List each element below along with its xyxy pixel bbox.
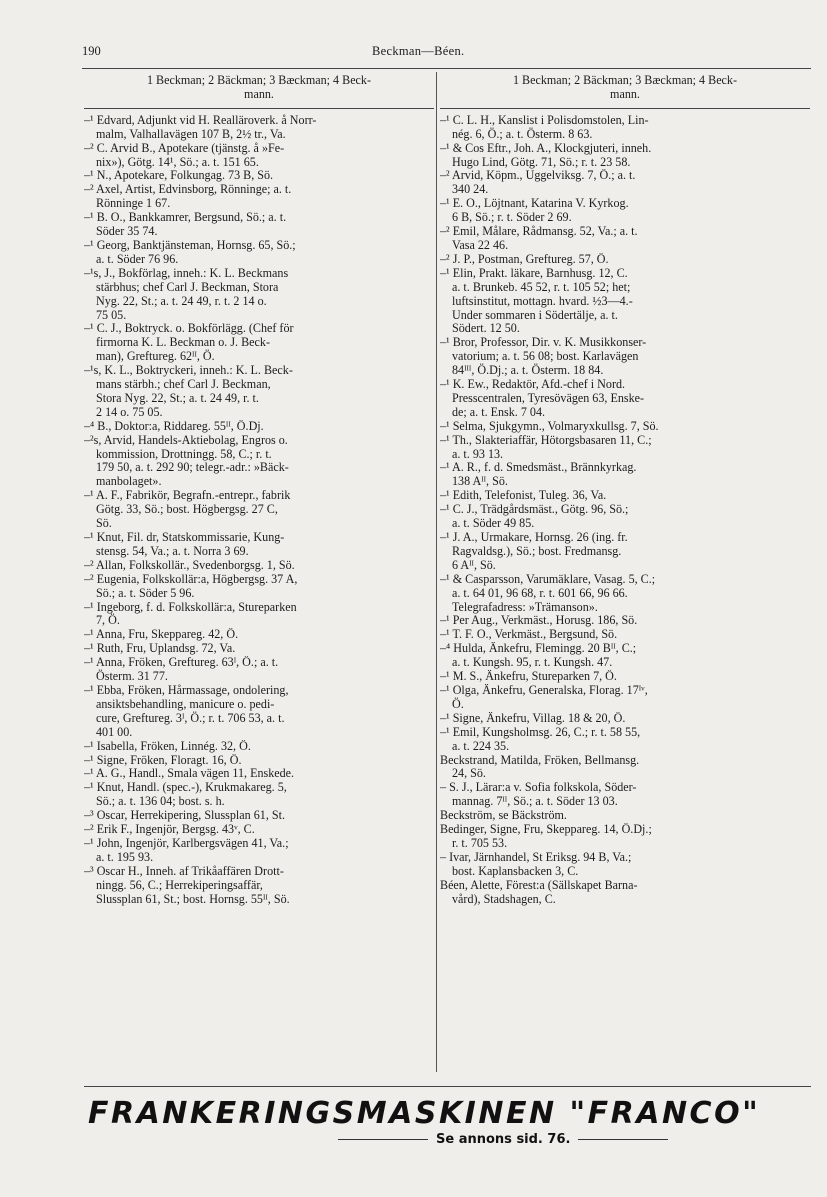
entry-line: –¹ E. O., Löjtnant, Katarina V. Kyrkog.: [440, 197, 629, 211]
entry-line: Presscentralen, Tyresövägen 63, Enske-: [452, 390, 645, 405]
decorative-dash: [578, 1139, 668, 1140]
entry-line: –¹ Bror, Professor, Dir. v. K. Musikkonser-: [440, 336, 647, 350]
directory-entry: [84, 211, 434, 239]
entry-line: –¹ Ingeborg, f. d. Folkskollär:a, Stureparken: [84, 600, 297, 614]
directory-entry: [84, 823, 434, 837]
directory-entry: [84, 837, 434, 865]
entry-line: –¹ & Casparsson, Varumäklare, Vasag. 5, C.;: [440, 572, 656, 586]
directory-entry: [440, 434, 810, 462]
entry-line: –² Emil, Målare, Rådmansg. 52, Va.; a. t.: [440, 225, 638, 239]
decorative-dash: [338, 1139, 428, 1140]
entry-line: –¹ Ruth, Fru, Uplandsg. 72, Va.: [84, 642, 236, 656]
directory-entry: [84, 434, 434, 490]
entry-line: Nyg. 22, St.; a. t. 24 49, r. t. 2 14 o.: [96, 293, 267, 308]
entry-line: Beckström, se Bäckström.: [440, 809, 567, 823]
directory-entry: [84, 114, 434, 142]
entry-line: Telegrafadress: »Trämanson».: [452, 599, 598, 614]
entry-line: nég. 6, Ö.; a. t. Österm. 8 63.: [452, 126, 593, 141]
entry-line: –² Axel, Artist, Edvinsborg, Rönninge; a. t.: [84, 183, 292, 197]
entry-line: –¹s, J., Bokförlag, inneh.: K. L. Beckmans: [84, 266, 289, 280]
header-rule: [82, 68, 811, 69]
directory-entry: [84, 684, 434, 740]
directory-entry: [440, 851, 810, 879]
directory-entry: [440, 114, 810, 142]
right-column: [440, 74, 810, 906]
directory-entry: [84, 573, 434, 601]
advertisement-banner: FRANKERINGSMASKINEN "FRANCO": [88, 1096, 761, 1131]
directory-entry: [84, 781, 434, 809]
directory-entry: [440, 461, 810, 489]
left-entries: [84, 114, 434, 907]
directory-entry: [84, 642, 434, 656]
directory-entry: [84, 267, 434, 323]
entry-line: a. t. Brunkeb. 45 52, r. t. 105 52; het;: [452, 279, 631, 294]
directory-entry: [440, 628, 810, 642]
entry-line: Sö.: [96, 516, 112, 531]
entry-line: –¹ Anna, Fru, Skeppareg. 42, Ö.: [84, 628, 239, 642]
directory-entry: [84, 420, 434, 434]
directory-entry: [84, 628, 434, 642]
directory-entry: [440, 169, 810, 197]
entry-line: –² Eugenia, Folkskollär:a, Högbergsg. 37 A,: [84, 572, 298, 586]
left-heading-rule: [84, 108, 434, 109]
entry-line: Sö.; a. t. Söder 5 96.: [96, 585, 195, 600]
entry-line: nix»), Götg. 14¹, Sö.; a. t. 151 65.: [96, 154, 259, 169]
entry-line: –¹ M. S., Änkefru, Stureparken 7, Ö.: [440, 670, 617, 684]
entry-line: Stora Nyg. 22, St.; a. t. 24 49, r. t.: [96, 390, 259, 405]
column-divider: [436, 72, 437, 1072]
directory-entry: [440, 809, 810, 823]
entry-line: –¹ Olga, Änkefru, Generalska, Florag. 17ᴵᵛ,: [440, 683, 648, 697]
advertisement-reference: [330, 1132, 676, 1147]
running-head: Beckman—Béen.: [372, 44, 465, 58]
entry-line: Bedinger, Signe, Fru, Skeppareg. 14, Ö.Dj.;: [440, 823, 652, 837]
entry-line: –¹ Elin, Prakt. läkare, Barnhusg. 12, C.: [440, 266, 628, 280]
entry-line: Ö.: [452, 696, 464, 711]
entry-line: –¹ A. G., Handl., Smala vägen 11, Enskede.: [84, 767, 295, 781]
heading-line: 1 Beckman; 2 Bäckman; 3 Bæckman; 4 Beck-: [146, 73, 372, 87]
directory-entry: [84, 559, 434, 573]
entry-line: Ragvaldsg.), Sö.; bost. Fredmansg.: [452, 543, 622, 558]
entry-line: – Ivar, Järnhandel, St Eriksg. 94 B, Va.;: [440, 850, 632, 864]
directory-entry: [84, 740, 434, 754]
entry-line: –¹ Signe, Änkefru, Villag. 18 & 20, Ö.: [440, 711, 626, 725]
entry-line: –¹ John, Ingenjör, Karlbergsvägen 41, Va.;: [84, 836, 289, 850]
entry-line: Slussplan 61, St.; bost. Hornsg. 55ᴵᴵ, Sö.: [96, 891, 290, 906]
entry-line: 340 24.: [452, 182, 489, 197]
entry-line: –¹ Georg, Banktjänsteman, Hornsg. 65, Sö.;: [84, 238, 296, 252]
entry-line: –⁴ Hulda, Änkefru, Flemingg. 20 Bᴵᴵ, C.;: [440, 642, 637, 656]
entry-line: Beckstrand, Matilda, Fröken, Bellmansg.: [440, 753, 640, 767]
entry-line: Södert. 12 50.: [452, 321, 520, 336]
entry-line: stärbhus; chef Carl J. Beckman, Stora: [96, 279, 279, 294]
directory-entry: [440, 197, 810, 225]
directory-entry: [440, 684, 810, 712]
advertisement-reference-text: Se annons sid. 76.: [436, 1132, 571, 1147]
directory-entry: [440, 420, 810, 434]
entry-line: mans stärbh.; chef Carl J. Beckman,: [96, 377, 271, 392]
entry-line: –¹ K. Ew., Redaktör, Afd.-chef i Nord.: [440, 378, 626, 392]
entry-line: mannag. 7ᴵᴵ, Sö.; a. t. Söder 13 03.: [452, 794, 618, 809]
directory-entry: [84, 169, 434, 183]
directory-entry: [440, 879, 810, 907]
entry-line: –² Erik F., Ingenjör, Bergsg. 43ᵛ, C.: [84, 823, 255, 837]
entry-line: –¹ Anna, Fröken, Greftureg. 63ᴵ, Ö.; a. t.: [84, 656, 279, 670]
entry-line: ningg. 56, C.; Herrekiperingsaffär,: [96, 877, 263, 892]
entry-line: Vasa 22 46.: [452, 237, 509, 252]
directory-entry: [84, 809, 434, 823]
entry-line: – S. J., Lärar:a v. Sofia folkskola, Söder-: [440, 781, 637, 795]
right-column-heading: [440, 74, 810, 106]
directory-entry: [84, 767, 434, 781]
directory-entry: [440, 225, 810, 253]
entry-line: –¹ J. A., Urmakare, Hornsg. 26 (ing. fr.: [440, 531, 628, 544]
entry-line: –¹ C. J., Boktryck. o. Bokförlägg. (Chef för: [84, 322, 294, 336]
entry-line: –² Allan, Folkskollär., Svedenborgsg. 1, Sö.: [84, 558, 295, 572]
entry-line: a. t. 93 13.: [452, 446, 504, 461]
directory-entry: [84, 489, 434, 531]
heading-line: 1 Beckman; 2 Bäckman; 3 Bæckman; 4 Beck-: [512, 73, 738, 87]
entry-line: Under sommaren i Södertälje, a. t.: [452, 307, 618, 322]
entry-line: –⁴ B., Doktor:a, Riddareg. 55ᴵᴵ, Ö.Dj.: [84, 419, 264, 433]
entry-line: de; a. t. Ensk. 7 04.: [452, 404, 546, 419]
entry-line: –¹ B. O., Bankkamrer, Bergsund, Sö.; a. t.: [84, 211, 287, 225]
directory-entry: [440, 336, 810, 378]
directory-entry: [440, 712, 810, 726]
directory-entry: [440, 781, 810, 809]
entry-line: cure, Greftureg. 3ᴵ, Ö.; r. t. 706 53, a. t.: [96, 710, 285, 725]
entry-line: 75 05.: [96, 307, 127, 322]
entry-line: –¹ A. R., f. d. Smedsmäst., Brännkyrkag.: [440, 461, 637, 475]
entry-line: –¹s, K. L., Boktryckeri, inneh.: K. L. Beck-: [84, 364, 293, 378]
right-heading-rule: [440, 108, 810, 109]
directory-entry: [84, 601, 434, 629]
directory-entry: [440, 378, 810, 420]
footer-rule: [84, 1086, 811, 1087]
entry-line: –² J. P., Postman, Greftureg. 57, Ö.: [440, 252, 609, 266]
entry-line: stensg. 54, Va.; a. t. Norra 3 69.: [96, 543, 249, 558]
entry-line: kommission, Drottningg. 58, C.; r. t.: [96, 446, 272, 461]
page-number: 190: [82, 44, 101, 58]
directory-entry: [84, 183, 434, 211]
entry-line: –²s, Arvid, Handels-Aktiebolag, Engros o.: [84, 433, 288, 447]
entry-line: –¹ Isabella, Fröken, Linnég. 32, Ö.: [84, 739, 251, 753]
entry-line: –¹ A. F., Fabrikör, Begrafn.-entrepr., fabrik: [84, 489, 291, 503]
directory-entry: [84, 322, 434, 364]
entry-line: Österm. 31 77.: [96, 669, 168, 684]
directory-entry: [84, 531, 434, 559]
directory-entry: [440, 142, 810, 170]
entry-line: –¹ Edvard, Adjunkt vid H. Realläroverk. å Norr-: [84, 113, 317, 127]
directory-entry: [440, 823, 810, 851]
entry-line: –¹ Emil, Kungsholmsg. 26, C.; r. t. 58 55,: [440, 725, 641, 739]
entry-line: Rönninge 1 67.: [96, 196, 171, 211]
entry-line: Hugo Lind, Götg. 71, Sö.; r. t. 23 58.: [452, 154, 631, 169]
entry-line: –¹ Knut, Handl. (spec.-), Krukmakareg. 5,: [84, 781, 287, 795]
entry-line: –¹ N., Apotekare, Folkungag. 73 B, Sö.: [84, 169, 274, 183]
directory-entry: [84, 754, 434, 768]
directory-entry: [84, 865, 434, 907]
entry-line: 401 00.: [96, 724, 133, 739]
entry-line: malm, Valhallavägen 107 B, 2½ tr., Va.: [96, 126, 286, 141]
entry-line: a. t. 195 93.: [96, 849, 154, 864]
directory-entry: [440, 503, 810, 531]
entry-line: –³ Oscar, Herrekipering, Slussplan 61, St.: [84, 809, 285, 823]
entry-line: –² C. Arvid B., Apotekare (tjänstg. å »Fe-: [84, 141, 285, 155]
directory-entry: [440, 754, 810, 782]
entry-line: 179 50, a. t. 292 90; telegr.-adr.: »Bäck-: [96, 460, 289, 475]
entry-line: –¹ Per Aug., Verkmäst., Horusg. 186, Sö.: [440, 614, 638, 628]
directory-entry: [84, 239, 434, 267]
directory-entry: [440, 489, 810, 503]
entry-line: –¹ Selma, Sjukgymn., Volmaryxkullsg. 7, Sö.: [440, 419, 659, 433]
entry-line: vatorium; a. t. 56 08; bost. Karlavägen: [452, 349, 639, 364]
entry-line: 138 Aᴵᴵ, Sö.: [452, 474, 508, 489]
entry-line: Béen, Alette, Förest:a (Sällskapet Barna-: [440, 878, 638, 892]
directory-entry: [84, 142, 434, 170]
directory-entry: [440, 531, 810, 573]
entry-line: vård), Stadshagen, C.: [452, 891, 556, 906]
entry-line: a. t. Söder 49 85.: [452, 516, 535, 531]
entry-line: –¹ C. J., Trädgårdsmäst., Götg. 96, Sö.;: [440, 503, 629, 517]
entry-line: a. t. 64 01, 96 68, r. t. 601 66, 96 66.: [452, 585, 628, 600]
entry-line: 6 Aᴵᴵ, Sö.: [452, 557, 496, 572]
directory-entry: [440, 726, 810, 754]
entry-line: –¹ Edith, Telefonist, Tuleg. 36, Va.: [440, 489, 607, 503]
directory-entry: [84, 656, 434, 684]
entry-line: –² Arvid, Köpm., Uggelviksg. 7, Ö.; a. t.: [440, 169, 636, 183]
entry-line: r. t. 705 53.: [452, 835, 508, 850]
heading-line: mann.: [244, 86, 274, 101]
entry-line: bost. Kaplansbacken 3, C.: [452, 863, 579, 878]
entry-line: –¹ Signe, Fröken, Floragt. 16, Ö.: [84, 753, 242, 767]
entry-line: –¹ Ebba, Fröken, Hårmassage, ondolering,: [84, 683, 289, 697]
directory-entry: [440, 642, 810, 670]
entry-line: Götg. 33, Sö.; bost. Högbergsg. 27 C,: [96, 502, 278, 517]
right-entries: [440, 114, 810, 907]
directory-entry: [440, 253, 810, 267]
entry-line: man), Greftureg. 62ᴵᴵ, Ö.: [96, 349, 215, 364]
page-header: [82, 44, 799, 66]
directory-entry: [440, 670, 810, 684]
entry-line: –¹ & Cos Eftr., Joh. A., Klockgjuteri, inneh.: [440, 141, 652, 155]
left-column: [84, 74, 434, 906]
entry-line: a. t. Söder 76 96.: [96, 251, 179, 266]
entry-line: Söder 35 74.: [96, 224, 158, 239]
entry-line: Sö.; a. t. 136 04; bost. s. h.: [96, 794, 225, 809]
directory-entry: [440, 614, 810, 628]
entry-line: 7, Ö.: [96, 613, 120, 628]
entry-line: 2 14 o. 75 05.: [96, 404, 163, 419]
entry-line: ansiktsbehandling, manicure o. pedi-: [96, 696, 275, 711]
entry-line: firmorna K. L. Beckman o. J. Beck-: [96, 335, 270, 350]
entry-line: 6 B, Sö.; r. t. Söder 2 69.: [452, 210, 572, 225]
heading-line: mann.: [610, 86, 640, 101]
entry-line: –¹ Knut, Fil. dr, Statskommissarie, Kung-: [84, 531, 285, 544]
entry-line: –¹ Th., Slakteriaffär, Hötorgsbasaren 11, C.;: [440, 433, 652, 447]
entry-line: manbolaget».: [96, 474, 162, 489]
left-column-heading: [84, 74, 434, 106]
directory-entry: [440, 573, 810, 615]
entry-line: –³ Oscar H., Inneh. af Trikåaffären Drott-: [84, 864, 284, 878]
entry-line: luftsinstitut, mottagn. hvard. ½3—4.-: [452, 293, 633, 308]
entry-line: 24, Sö.: [452, 766, 486, 781]
entry-line: 84ᴵᴵᴵ, Ö.Dj.; a. t. Österm. 18 84.: [452, 363, 604, 378]
entry-line: a. t. 224 35.: [452, 738, 510, 753]
directory-entry: [84, 364, 434, 420]
directory-entry: [440, 267, 810, 337]
entry-line: –¹ T. F. O., Verkmäst., Bergsund, Sö.: [440, 628, 618, 642]
entry-line: a. t. Kungsh. 95, r. t. Kungsh. 47.: [452, 655, 613, 670]
entry-line: –¹ C. L. H., Kanslist i Polisdomstolen, Lin-: [440, 113, 649, 127]
